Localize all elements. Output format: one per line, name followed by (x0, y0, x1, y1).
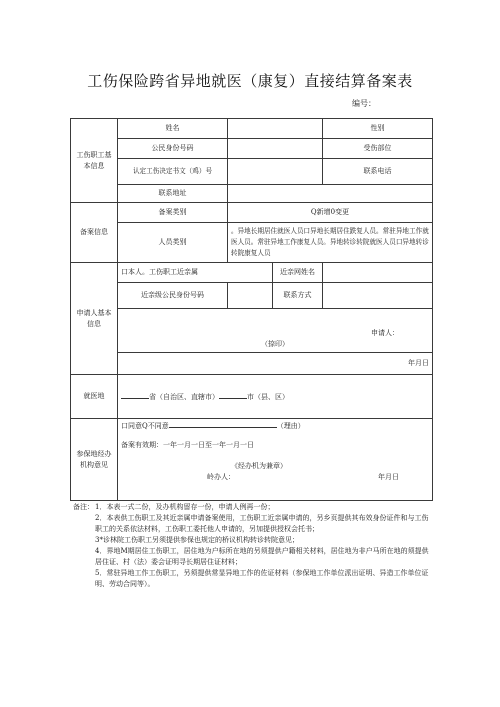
name-field[interactable] (228, 119, 323, 139)
province-blank[interactable] (121, 390, 149, 399)
kin-id-label: 近亲级公民身份号码 (118, 283, 228, 309)
notes-label: 备注： (73, 503, 94, 511)
filing-type-label: 备案类别 (118, 203, 228, 223)
province-label: 省（自治区、直辖市） (149, 393, 219, 401)
filing-type-options[interactable]: Q新增0变更 (228, 203, 433, 223)
decision-number-field[interactable] (228, 159, 323, 185)
applicant-signer-label: 申请人： (371, 329, 399, 337)
reason-label: （理由） (276, 422, 305, 430)
notes-section (73, 502, 435, 590)
agree-options[interactable]: 口同意Q不同意 (121, 422, 169, 430)
id-number-field[interactable] (228, 139, 323, 159)
agency-opinion-area[interactable] (118, 419, 433, 501)
serial-number-label: 编号： (352, 99, 376, 108)
note-item-3: 3*诊林院工伤职工另须提供参保也规定的桥议机构转诊转院意见； (95, 536, 299, 544)
address-label: 联系地址 (118, 185, 228, 203)
contact-field[interactable] (323, 283, 433, 309)
section-filing-info: 备案信息 (71, 203, 118, 263)
reason-blank[interactable] (169, 419, 277, 428)
id-number-label: 公民身份号码 (118, 139, 228, 159)
handler-label: 岭办人： (207, 473, 235, 481)
address-field[interactable] (228, 185, 433, 203)
city-blank[interactable] (219, 390, 247, 399)
agency-decision-line (121, 419, 429, 432)
applicant-relation-options[interactable]: 口本人。工伤职工近亲属 (118, 263, 273, 283)
section-applicant-info: 申请人基本信息 (71, 263, 118, 375)
person-type-label: 人员类别 (118, 223, 228, 263)
filing-form-table (70, 118, 433, 501)
form-title: 工伤保险跨省异地就医（康复）直接结算备案表 (87, 72, 413, 90)
injured-part-label: 受伤部位 (323, 139, 433, 159)
note-item-2: 2．本表供工伤职工及其近亲属申请备案使用，工伤职工近亲属申请的，另乡页提供其布效身份证件和与工伤职工的关系依法材料，工伤职工委托他人申请的，另加提供授权会托书； (95, 514, 429, 533)
section-agency-opinion: 参保地经办机构意见 (71, 419, 118, 501)
kin-id-field[interactable] (228, 283, 273, 309)
section-worker-info: 工伤职工基本信息 (71, 119, 118, 203)
name-label: 姓名 (118, 119, 228, 139)
validity-label: 备案有效期：一年一月一日至一年一月一日 (121, 441, 254, 449)
city-label: 市（县、区） (247, 393, 289, 401)
fingerprint-label: （捺印） (261, 340, 289, 348)
applicant-sign-area[interactable] (118, 309, 433, 353)
applicant-date: 年月日 (118, 353, 433, 375)
gender-label: 性别 (323, 119, 433, 139)
contact-label: 联系方式 (273, 283, 323, 309)
agency-date: 年月日 (378, 473, 399, 481)
handler-line (121, 472, 429, 483)
kin-name-label: 近亲网姓名 (273, 263, 323, 283)
note-item-5: 5．常驻异地工作工伤职工，另须提供常显异地工作的佐证材料（参保地工作单位派出证明、异造工作单位证明、劳动合同等）。 (95, 569, 429, 588)
section-hospital-location: 就医地 (71, 375, 118, 419)
hospital-location-field[interactable] (118, 375, 433, 419)
person-type-options[interactable]: 。异地长期居住就医人员口异地长期居住跌复人员。常驻异地工作就医人员。常驻异地工作康复人员。异地转诊转院就医人员口异地转诊转院康复人员 (228, 223, 433, 263)
note-item-1: 1．本表一式二份，及办机构留存一份，申请人例再一份； (95, 503, 275, 511)
note-item-4: 4．界地M期居住工伤职工，居住地为户标所在地的另须提供户籍相关材料，居住地为非户马所在地的须提供居住证、村（法）委会证明寻长期居住证材料； (95, 547, 429, 566)
agency-seal-label: 《经办机为兼章） (231, 462, 287, 470)
kin-name-field[interactable] (323, 263, 433, 283)
phone-label: 联系电话 (323, 159, 433, 185)
decision-number-label: 认定工伤决定书文（鸡）号 (118, 159, 228, 185)
